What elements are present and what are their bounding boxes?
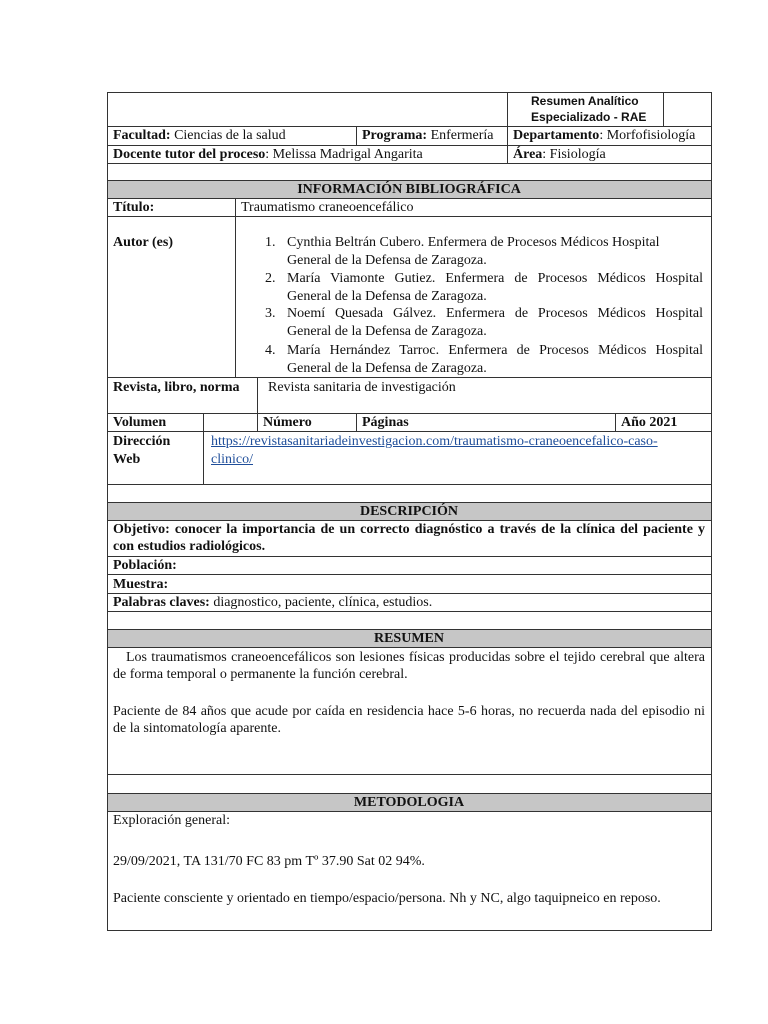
direccion-url-line1[interactable]: https://revistasanitariadeinvestigacion.com/traumatismo-craneoencefalico-caso-	[211, 434, 658, 449]
docente-value: : Melissa Madrigal Angarita	[265, 147, 423, 162]
palabras-value: diagnostico, paciente, clínica, estudios.	[213, 595, 433, 610]
resumen-paragraph-1: Los traumatismos craneoencefálicos son lesiones físicas producidas sobre el tejido cerebral que altera de forma temporal o permanente la función cerebral.	[113, 650, 709, 682]
paginas-label: Páginas	[362, 415, 409, 430]
metodologia-line-1: Exploración general:	[113, 813, 231, 828]
resumen-heading: RESUMEN	[373, 631, 444, 646]
autor-2-line2: General de la Defensa de Zaragoza.	[287, 289, 487, 304]
autor-num-2: 2.	[265, 271, 276, 286]
descripcion-heading: DESCRIPCIÓN	[359, 504, 458, 519]
autor-1-line1: Cynthia Beltrán Cubero. Enfermera de Procesos Médicos Hospital	[287, 235, 660, 250]
programa-value: Enfermería	[430, 128, 494, 143]
revista-label: Revista, libro, norma	[113, 380, 240, 395]
departamento-label: Departamento	[513, 128, 600, 143]
resumen-paragraph-2: Paciente de 84 años que acude por caída en residencia hace 5-6 horas, no recuerda nada del episodio ni de la sintomatología aparente.	[113, 704, 705, 736]
palabras-label: Palabras claves:	[113, 595, 210, 610]
muestra-label: Muestra:	[113, 577, 169, 592]
docente-row	[113, 146, 423, 163]
autor-4-line1: María Hernández Tarroc. Enfermera de Procesos Médicos Hospital	[287, 343, 703, 358]
metodologia-heading: METODOLOGIA	[353, 795, 465, 810]
rae-title-line1: Resumen Analítico	[531, 94, 639, 108]
autor-3-line1: Noemí Quesada Gálvez. Enfermera de Procesos Médicos Hospital	[287, 306, 703, 321]
autor-2-line1: María Viamonte Gutiez. Enfermera de Procesos Médicos Hospital	[287, 271, 703, 286]
programa-label: Programa:	[362, 128, 428, 143]
metodologia-line-2: 29/09/2021, TA 131/70 FC 83 pm Tº 37.90 Sat 02 94%.	[113, 854, 425, 869]
titulo-value: Traumatismo craneoencefálico	[241, 200, 414, 215]
area-value: : Fisiología	[542, 147, 606, 162]
direccion-url-line2[interactable]: clinico/	[211, 452, 253, 467]
anio-label: Año 2021	[621, 415, 678, 430]
titulo-label: Título:	[113, 200, 155, 215]
rae-title-line2: Especializado - RAE	[531, 110, 647, 124]
programa-row	[362, 127, 494, 144]
autor-3-line2: General de la Defensa de Zaragoza.	[287, 324, 487, 339]
autor-num-3: 3.	[265, 306, 276, 321]
metodologia-line-3: Paciente consciente y orientado en tiempo/espacio/persona. Nh y NC, algo taquipneico en reposo.	[113, 891, 661, 906]
facultad-label: Facultad:	[113, 128, 171, 143]
poblacion-label: Población:	[113, 558, 177, 573]
docente-label: Docente tutor del proceso	[113, 147, 266, 162]
palabras-row	[113, 594, 432, 611]
facultad-value: Ciencias de la salud	[174, 128, 286, 143]
direccion-label-line1: Dirección	[113, 434, 171, 449]
departamento-row	[513, 127, 695, 144]
autor-1-line2: General de la Defensa de Zaragoza.	[287, 253, 487, 268]
autor-num-4: 4.	[265, 343, 276, 358]
autor-num-1: 1.	[265, 235, 276, 250]
facultad-row	[113, 127, 286, 144]
numero-label: Número	[263, 415, 312, 430]
revista-value: Revista sanitaria de investigación	[268, 380, 456, 395]
area-row	[513, 146, 606, 163]
objetivo-text: Objetivo: conocer la importancia de un correcto diagnóstico a través de la clínica del paciente y con estudios radiológicos.	[113, 522, 705, 554]
area-label: Área	[513, 147, 543, 162]
autor-4-line2: General de la Defensa de Zaragoza.	[287, 361, 487, 376]
departamento-value: : Morfofisiología	[599, 128, 696, 143]
autor-label: Autor (es)	[113, 235, 174, 250]
direccion-label-line2: Web	[113, 452, 141, 467]
volumen-label: Volumen	[113, 415, 167, 430]
info-biblio-heading: INFORMACIÓN BIBLIOGRÁFICA	[297, 182, 521, 197]
